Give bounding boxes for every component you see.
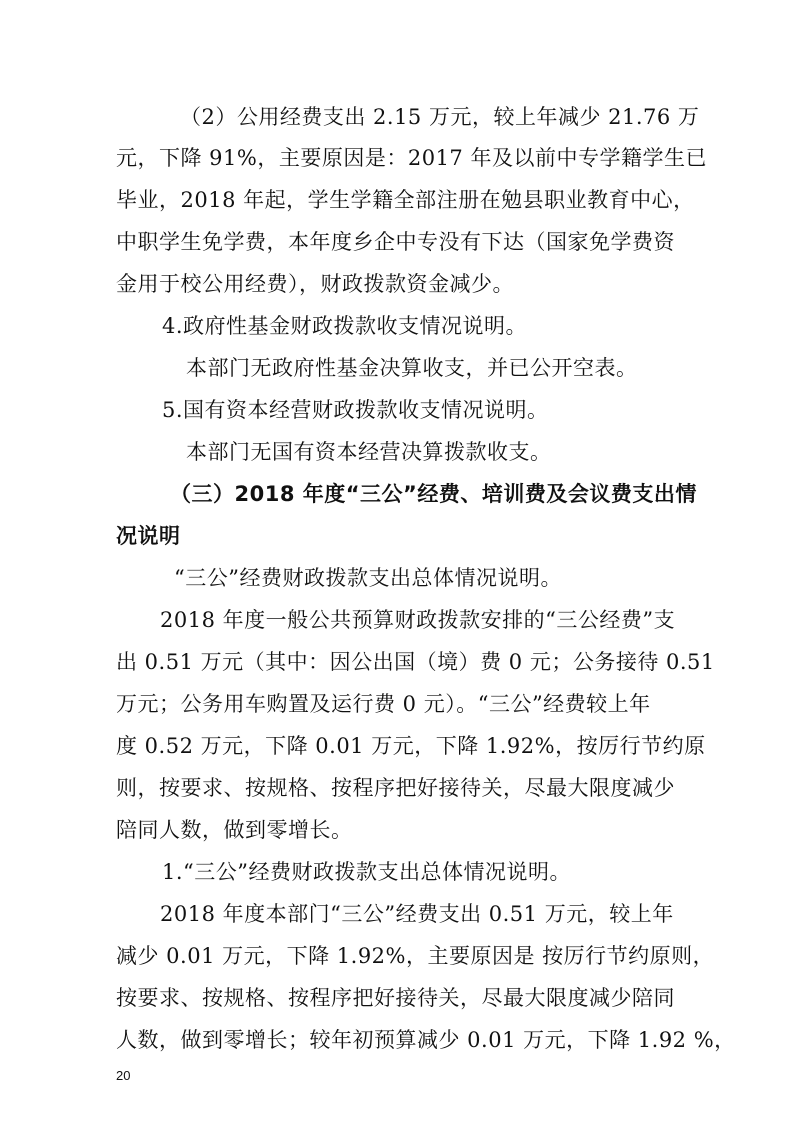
- paragraph-line: 出 0.51 万元（其中：因公出国（境）费 0 元；公务接待 0.51: [116, 650, 715, 674]
- paragraph-line: “三公”经费财政拨款支出总体情况说明。: [174, 566, 562, 590]
- paragraph-line: 本部门无政府性基金决算收支，并已公开空表。: [186, 356, 638, 380]
- paragraph-line: 度 0.52 万元，下降 0.01 万元，下降 1.92%，按厉行节约原: [116, 734, 706, 758]
- paragraph-line: 金用于校公用经费），财政拨款资金减少。: [116, 272, 514, 296]
- paragraph-line: 2018 年度一般公共预算财政拨款安排的“三公经费”支: [160, 608, 676, 632]
- page-number: 20: [116, 1068, 131, 1083]
- section-heading: 4.政府性基金财政拨款收支情况说明。: [162, 314, 528, 338]
- section-heading: 5.国有资本经营财政拨款收支情况说明。: [162, 398, 549, 422]
- paragraph-line: 则，按要求、按规格、按程序把好接待关，尽最大限度减少: [116, 776, 675, 800]
- paragraph-line: 2018 年度本部门“三公”经费支出 0.51 万元，较上年: [160, 902, 674, 926]
- paragraph-line: 万元；公务用车购置及运行费 0 元）。“三公”经费较上年: [116, 692, 651, 716]
- paragraph-line: 按要求、按规格、按程序把好接待关，尽最大限度减少陪同: [116, 986, 675, 1010]
- section-heading: 1.“三公”经费财政拨款支出总体情况说明。: [162, 860, 572, 884]
- section-heading-bold: 况说明: [116, 524, 181, 548]
- paragraph-line: 中职学生免学费，本年度乡企中专没有下达（国家免学费资: [116, 230, 675, 254]
- paragraph-line: 陪同人数，做到零增长。: [116, 818, 353, 842]
- paragraph-line: 毕业，2018 年起，学生学籍全部注册在勉县职业教育中心，: [116, 188, 695, 212]
- paragraph-line: （2）公用经费支出 2.15 万元，较上年减少 21.76 万: [180, 105, 700, 129]
- paragraph-line: 人数，做到零增长；较年初预算减少 0.01 万元，下降 1.92 %，: [116, 1028, 736, 1052]
- paragraph-line: 本部门无国有资本经营决算拨款收支。: [186, 440, 552, 464]
- section-heading-bold: （三）2018 年度“三公”经费、培训费及会议费支出情: [170, 482, 697, 506]
- paragraph-line: 元，下降 91%，主要原因是：2017 年及以前中专学籍学生已: [116, 146, 707, 170]
- paragraph-line: 减少 0.01 万元，下降 1.92%，主要原因是 按厉行节约原则，: [116, 944, 715, 968]
